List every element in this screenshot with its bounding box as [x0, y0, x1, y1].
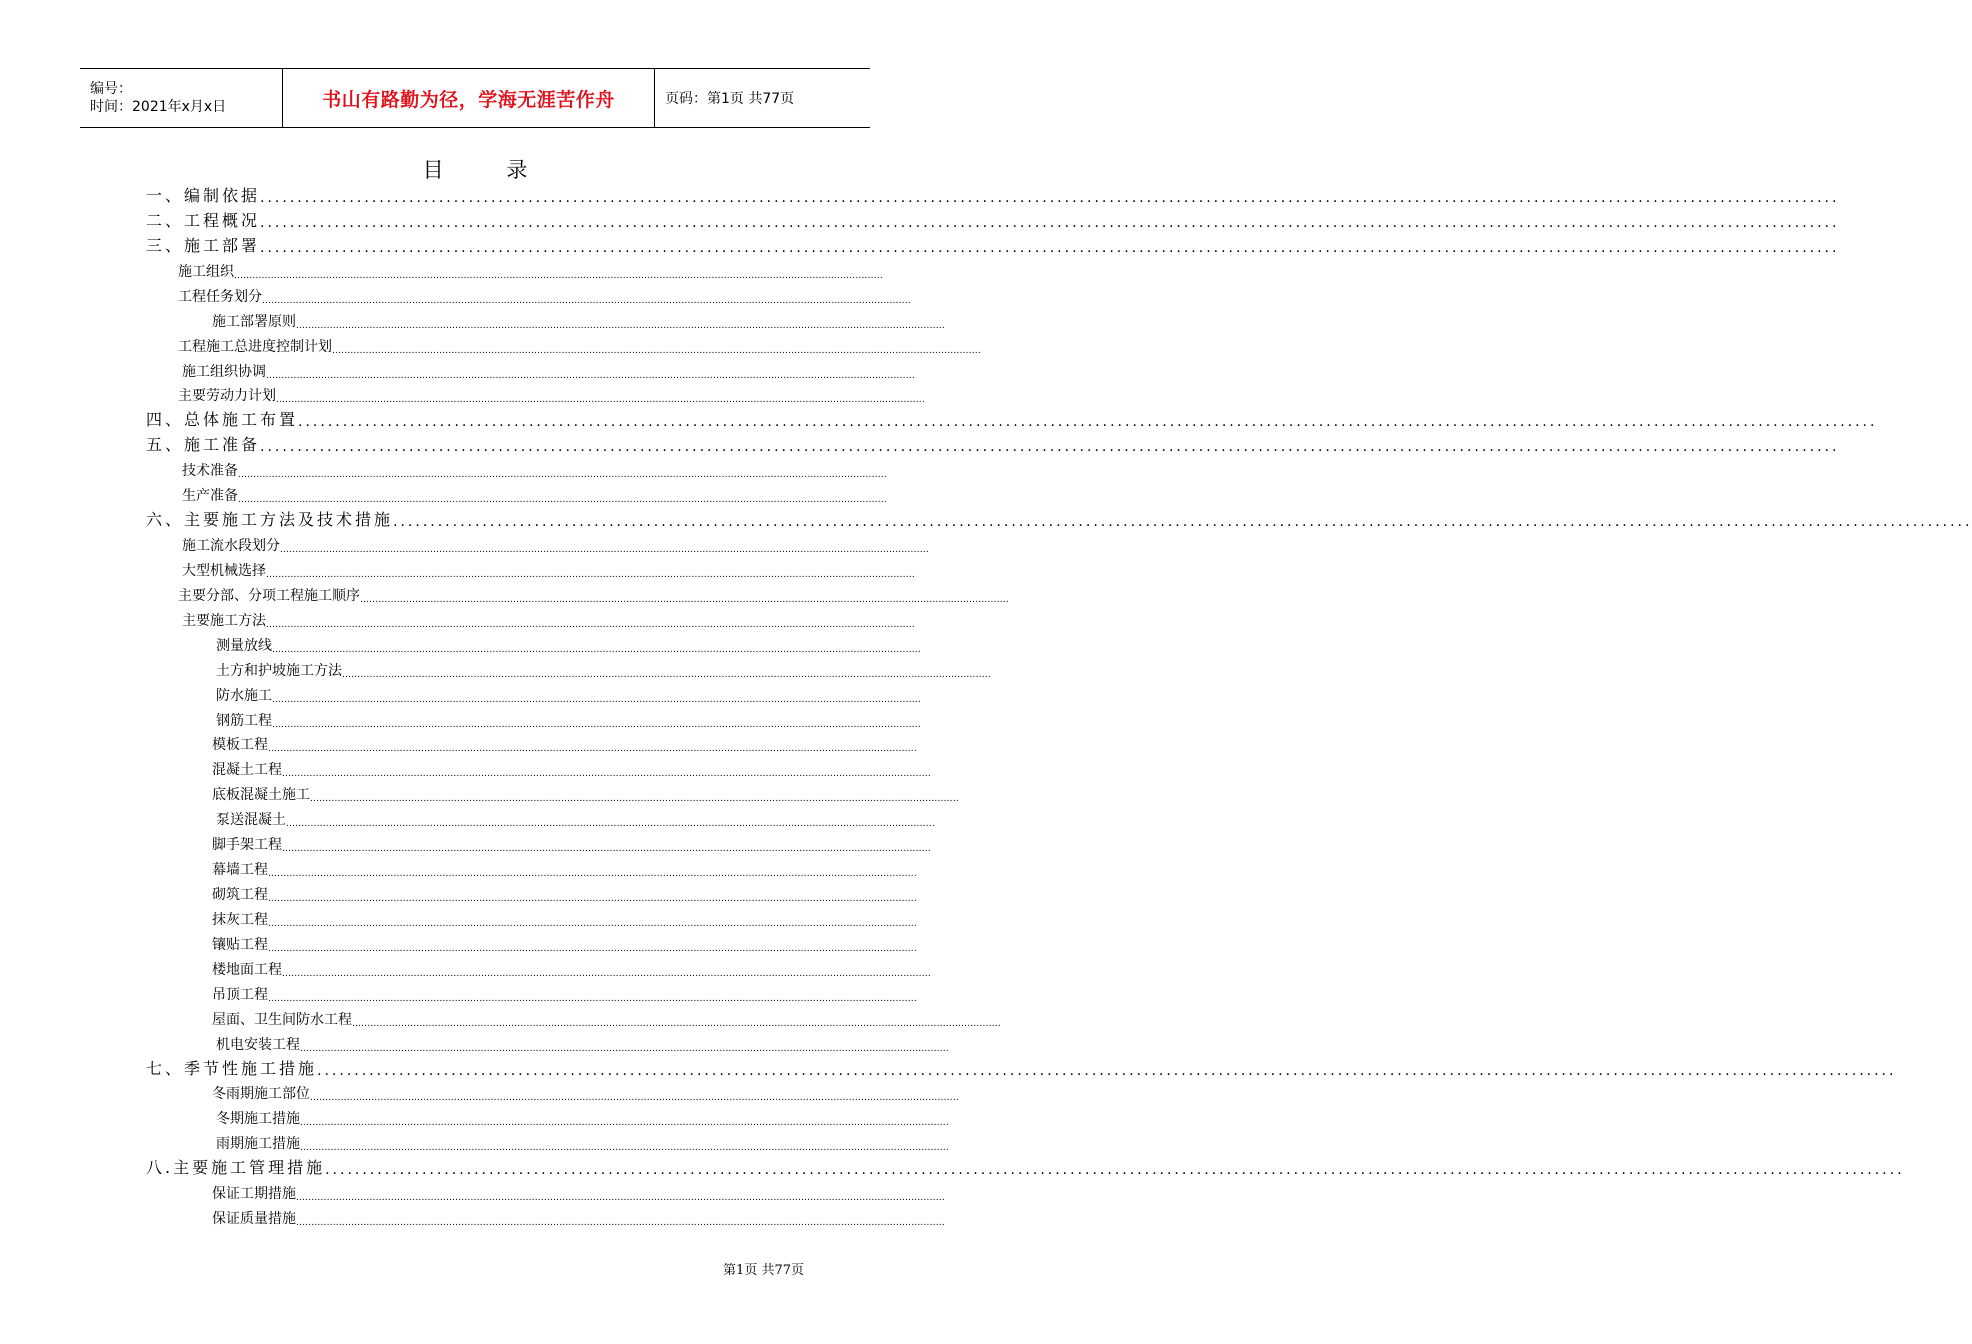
- toc-entry-text: 泵送混凝土: [216, 812, 286, 829]
- toc-entry[interactable]: [216, 631, 921, 655]
- toc-entry[interactable]: [216, 706, 921, 730]
- toc-entry-text: 屋面、卫生间防水工程: [212, 1011, 352, 1028]
- toc-leader-dots: ....................................................................................................................................................................................................................: [286, 819, 935, 830]
- toc-entry-text: 八.主要施工管理措施: [146, 1158, 326, 1178]
- toc-entry-text: 冬雨期施工部位: [212, 1086, 310, 1103]
- toc-leader-dots: ....................................................................................................................................................................................................................: [234, 270, 883, 281]
- toc-leader-dots: ....................................................................................................................................................................................................................: [296, 320, 945, 331]
- toc-leader-dots: ....................................................................................................................................................................................................................: [310, 794, 959, 805]
- toc-entry[interactable]: [146, 431, 1840, 456]
- toc-entry[interactable]: [182, 357, 915, 381]
- toc-entry-text: 防水施工: [216, 687, 272, 704]
- toc-entry[interactable]: [216, 681, 921, 705]
- toc-leader-dots: ....................................................................................................................................................................................................................: [238, 470, 887, 481]
- toc-leader-dots: ....................................................................................................................................................................................................................: [310, 1093, 959, 1104]
- toc-entry[interactable]: [216, 1030, 949, 1054]
- toc-leader-dots: ....................................................................................................................................................................................................................: [325, 1162, 1905, 1179]
- toc-entry-text: 幕墙工程: [212, 862, 268, 879]
- toc-entry[interactable]: [212, 855, 917, 880]
- toc-entry[interactable]: [212, 1179, 945, 1204]
- toc-entry-text: 生产准备: [182, 488, 238, 505]
- toc-entry-text: 楼地面工程: [212, 961, 282, 978]
- page-footer: 第1页 共77页: [723, 1263, 804, 1278]
- toc-leader-dots: ....................................................................................................................................................................................................................: [272, 719, 921, 730]
- toc-entry[interactable]: [146, 1055, 1897, 1079]
- toc-entry[interactable]: [216, 1129, 949, 1154]
- toc-entry-text: 工程任务划分: [178, 288, 262, 305]
- toc-entry[interactable]: [212, 980, 917, 1004]
- toc-entry-text: 技术准备: [182, 463, 238, 480]
- toc-entry-text: 五、施工准备: [146, 435, 261, 455]
- toc-entry-text: 施工部署原则: [212, 313, 296, 330]
- header-motto-cell: [282, 69, 655, 127]
- toc-entry[interactable]: [146, 182, 1840, 206]
- toc-leader-dots: ....................................................................................................................................................................................................................: [296, 1218, 945, 1229]
- page-header: [80, 68, 870, 128]
- toc-entry-text: 六、主要施工方法及技术措施: [146, 510, 394, 530]
- toc-entry[interactable]: [146, 406, 1878, 431]
- toc-entry[interactable]: [212, 955, 931, 979]
- toc-leader-dots: ....................................................................................................................................................................................................................: [276, 395, 925, 406]
- toc-entry[interactable]: [212, 905, 917, 929]
- toc-entry[interactable]: [178, 257, 883, 281]
- toc-leader-dots: ....................................................................................................................................................................................................................: [282, 968, 931, 979]
- toc-leader-dots: ....................................................................................................................................................................................................................: [393, 514, 1972, 531]
- toc-leader-dots: ....................................................................................................................................................................................................................: [268, 993, 917, 1004]
- toc-leader-dots: ....................................................................................................................................................................................................................: [268, 943, 917, 954]
- toc-entry-text: 主要劳动力计划: [178, 388, 276, 405]
- toc-entry-text: 底板混凝土施工: [212, 787, 310, 804]
- toc-entry-text: 保证质量措施: [212, 1211, 296, 1228]
- toc-leader-dots: ....................................................................................................................................................................................................................: [282, 844, 931, 855]
- toc-leader-dots: ....................................................................................................................................................................................................................: [282, 769, 931, 780]
- toc-leader-dots: ....................................................................................................................................................................................................................: [266, 619, 915, 630]
- toc-leader-dots: ....................................................................................................................................................................................................................: [280, 545, 929, 556]
- header-motto: 书山有路勤为径，学海无涯苦作舟: [322, 88, 615, 111]
- toc-leader-dots: ....................................................................................................................................................................................................................: [332, 345, 981, 356]
- toc-entry-text: 模板工程: [212, 737, 268, 754]
- toc-leader-dots: ....................................................................................................................................................................................................................: [268, 918, 917, 929]
- toc-entry-text: 主要分部、分项工程施工顺序: [178, 587, 360, 604]
- toc-entry[interactable]: [182, 531, 929, 556]
- toc-entry[interactable]: [212, 1005, 1001, 1029]
- toc-entry-text: 工程施工总进度控制计划: [178, 338, 332, 355]
- toc-entry-text: 大型机械选择: [182, 562, 266, 579]
- toc-title: 目 录: [422, 158, 556, 182]
- toc-entry[interactable]: [178, 282, 911, 306]
- toc-entry[interactable]: [216, 1104, 949, 1129]
- toc-leader-dots: ....................................................................................................................................................................................................................: [260, 439, 1840, 456]
- toc-leader-dots: ....................................................................................................................................................................................................................: [352, 1018, 1001, 1029]
- toc-leader-dots: ....................................................................................................................................................................................................................: [266, 370, 915, 381]
- toc-entry-text: 二、工程概况: [146, 210, 261, 230]
- toc-leader-dots: ....................................................................................................................................................................................................................: [260, 239, 1840, 256]
- toc-entry-text: 冬期施工措施: [216, 1111, 300, 1128]
- toc-entry[interactable]: [146, 1154, 1905, 1179]
- toc-leader-dots: ....................................................................................................................................................................................................................: [268, 894, 917, 905]
- toc-entry[interactable]: [212, 307, 945, 331]
- toc-entry[interactable]: [178, 381, 925, 406]
- toc-entry[interactable]: [178, 581, 1009, 605]
- toc-entry[interactable]: [146, 506, 1972, 531]
- toc-entry[interactable]: [212, 1204, 945, 1229]
- toc-entry[interactable]: [146, 232, 1840, 256]
- toc-leader-dots: ....................................................................................................................................................................................................................: [272, 694, 921, 705]
- toc-entry[interactable]: [212, 930, 917, 954]
- toc-entry-text: 土方和护坡施工方法: [216, 662, 342, 679]
- toc-leader-dots: ....................................................................................................................................................................................................................: [360, 594, 1009, 605]
- toc-entry[interactable]: [182, 481, 887, 506]
- toc-entry-text: 脚手架工程: [212, 837, 282, 854]
- toc-entry-text: 主要施工方法: [182, 612, 266, 629]
- toc-entry-text: 吊顶工程: [212, 986, 268, 1003]
- header-info: [80, 69, 282, 127]
- header-page-cell: [655, 69, 794, 127]
- toc-entry-text: 机电安装工程: [216, 1036, 300, 1053]
- toc-entry-text: 测量放线: [216, 637, 272, 654]
- toc-entry[interactable]: [212, 780, 959, 805]
- toc-entry[interactable]: [212, 880, 917, 905]
- toc-entry-text: 施工流水段划分: [182, 538, 280, 555]
- toc-entry-text: 施工组织: [178, 263, 234, 280]
- toc-leader-dots: ....................................................................................................................................................................................................................: [260, 214, 1840, 231]
- toc-entry-text: 七、季节性施工措施: [146, 1058, 318, 1078]
- toc-entry-text: 施工组织协调: [182, 363, 266, 380]
- toc-entry-text: 四、总体施工布置: [146, 410, 299, 430]
- toc-entry-text: 混凝土工程: [212, 762, 282, 779]
- toc-entry-text: 保证工期措施: [212, 1186, 296, 1203]
- toc-entry[interactable]: [212, 1079, 959, 1104]
- toc-leader-dots: ....................................................................................................................................................................................................................: [298, 414, 1878, 431]
- toc-leader-dots: ....................................................................................................................................................................................................................: [300, 1043, 949, 1054]
- header-page-number: 页码：第1页 共77页: [665, 91, 795, 107]
- toc-entry-text: 雨期施工措施: [216, 1136, 300, 1153]
- toc-leader-dots: ....................................................................................................................................................................................................................: [266, 569, 915, 580]
- toc-entry[interactable]: [146, 207, 1840, 231]
- toc-leader-dots: ....................................................................................................................................................................................................................: [296, 1193, 945, 1204]
- toc-leader-dots: ....................................................................................................................................................................................................................: [238, 495, 887, 506]
- toc-leader-dots: ....................................................................................................................................................................................................................: [260, 190, 1840, 206]
- toc-leader-dots: ....................................................................................................................................................................................................................: [317, 1062, 1897, 1079]
- toc-entry[interactable]: [216, 805, 935, 830]
- toc-leader-dots: ....................................................................................................................................................................................................................: [300, 1143, 949, 1154]
- document-number: 编号：: [90, 81, 132, 97]
- toc-entry-text: 三、施工部署: [146, 235, 261, 255]
- toc-entry-text: 钢筋工程: [216, 712, 272, 729]
- toc-entry[interactable]: [178, 332, 981, 356]
- toc-entry[interactable]: [212, 830, 931, 855]
- toc-entry[interactable]: [182, 556, 915, 580]
- toc-entry[interactable]: [182, 606, 915, 630]
- toc-entry[interactable]: [212, 730, 917, 755]
- toc-leader-dots: ....................................................................................................................................................................................................................: [342, 669, 991, 680]
- toc-leader-dots: ....................................................................................................................................................................................................................: [300, 1118, 949, 1129]
- toc-entry[interactable]: [212, 755, 931, 780]
- toc-leader-dots: ....................................................................................................................................................................................................................: [268, 744, 917, 755]
- toc-entry-text: 镶贴工程: [212, 936, 268, 953]
- toc-leader-dots: ....................................................................................................................................................................................................................: [262, 295, 911, 306]
- toc-leader-dots: ....................................................................................................................................................................................................................: [272, 644, 921, 655]
- toc-leader-dots: ....................................................................................................................................................................................................................: [268, 869, 917, 880]
- toc-entry[interactable]: [216, 656, 991, 680]
- toc-entry-text: 一、编制依据: [146, 186, 261, 205]
- toc-entry-text: 砌筑工程: [212, 887, 268, 904]
- toc-entry[interactable]: [182, 456, 887, 481]
- toc-entry-text: 抹灰工程: [212, 911, 268, 928]
- document-time: 时间：2021年x月x日: [90, 99, 227, 115]
